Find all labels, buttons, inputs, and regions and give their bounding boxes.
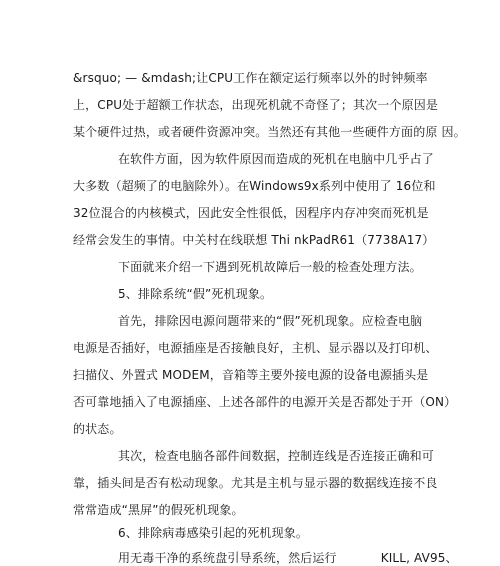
paragraph-line: 上，CPU处于超额工作状态，出现死机就不奇怪了；其次一个原因是 bbox=[73, 98, 439, 112]
paragraph-line: 经常会发生的事情。中关村在线联想 Thi nkPadR61（7738A17） bbox=[73, 233, 435, 247]
paragraph-line: 32位混合的内核模式，因此安全性很低，因程序内存冲突而死机是 bbox=[73, 206, 429, 220]
paragraph-line: 某个硬件过热，或者硬件资源冲突。当然还有其他一些硬件方面的原 因。 bbox=[73, 125, 466, 139]
paragraph-line: 其次，检查电脑各部件间数据，控制连线是否连接正确和可 bbox=[118, 449, 434, 463]
paragraph-line: 在软件方面，因为软件原因而造成的死机在电脑中几乎占了 bbox=[118, 152, 434, 166]
paragraph-line: 否可靠地插入了电源插座、上述各部件的电源开关是否都处于开（ON） bbox=[73, 395, 457, 409]
paragraph-text: 用无毒干净的系统盘引导系统，然后运行 bbox=[118, 551, 337, 565]
paragraph-line: 靠，插头间是否有松动现象。尤其是主机与显示器的数据线连接不良 bbox=[73, 476, 438, 490]
paragraph-text: KILL, AV95、 bbox=[380, 551, 458, 565]
paragraph-line: 常常造成“黑屏”的假死机现象。 bbox=[73, 503, 244, 517]
paragraph-line: 电源是否插好，电源插座是否接触良好，主机、显示器以及打印机、 bbox=[73, 341, 438, 355]
section-heading: 6、排除病毒感染引起的死机现象。 bbox=[118, 526, 309, 540]
paragraph-line bbox=[118, 550, 458, 566]
paragraph-line: 下面就来介绍一下遇到死机故障后一般的检查处理方法。 bbox=[118, 260, 422, 274]
paragraph-line: 大多数（超频了的电脑除外）。在Windows9x系列中使用了 16位和 bbox=[73, 179, 436, 193]
paragraph-line: 的状态。 bbox=[73, 422, 122, 436]
paragraph-line: 扫描仪、外置式 MODEM，音箱等主要外接电源的设备电源插头是 bbox=[73, 368, 429, 382]
paragraph-line: 首先，排除因电源问题带来的“假”死机现象。应检查电脑 bbox=[118, 314, 423, 328]
section-heading: 5、排除系统“假”死机现象。 bbox=[118, 287, 273, 301]
paragraph-line: &rsquo; — &mdash;让CPU工作在额定运行频率以外的时钟频率 bbox=[73, 71, 428, 85]
